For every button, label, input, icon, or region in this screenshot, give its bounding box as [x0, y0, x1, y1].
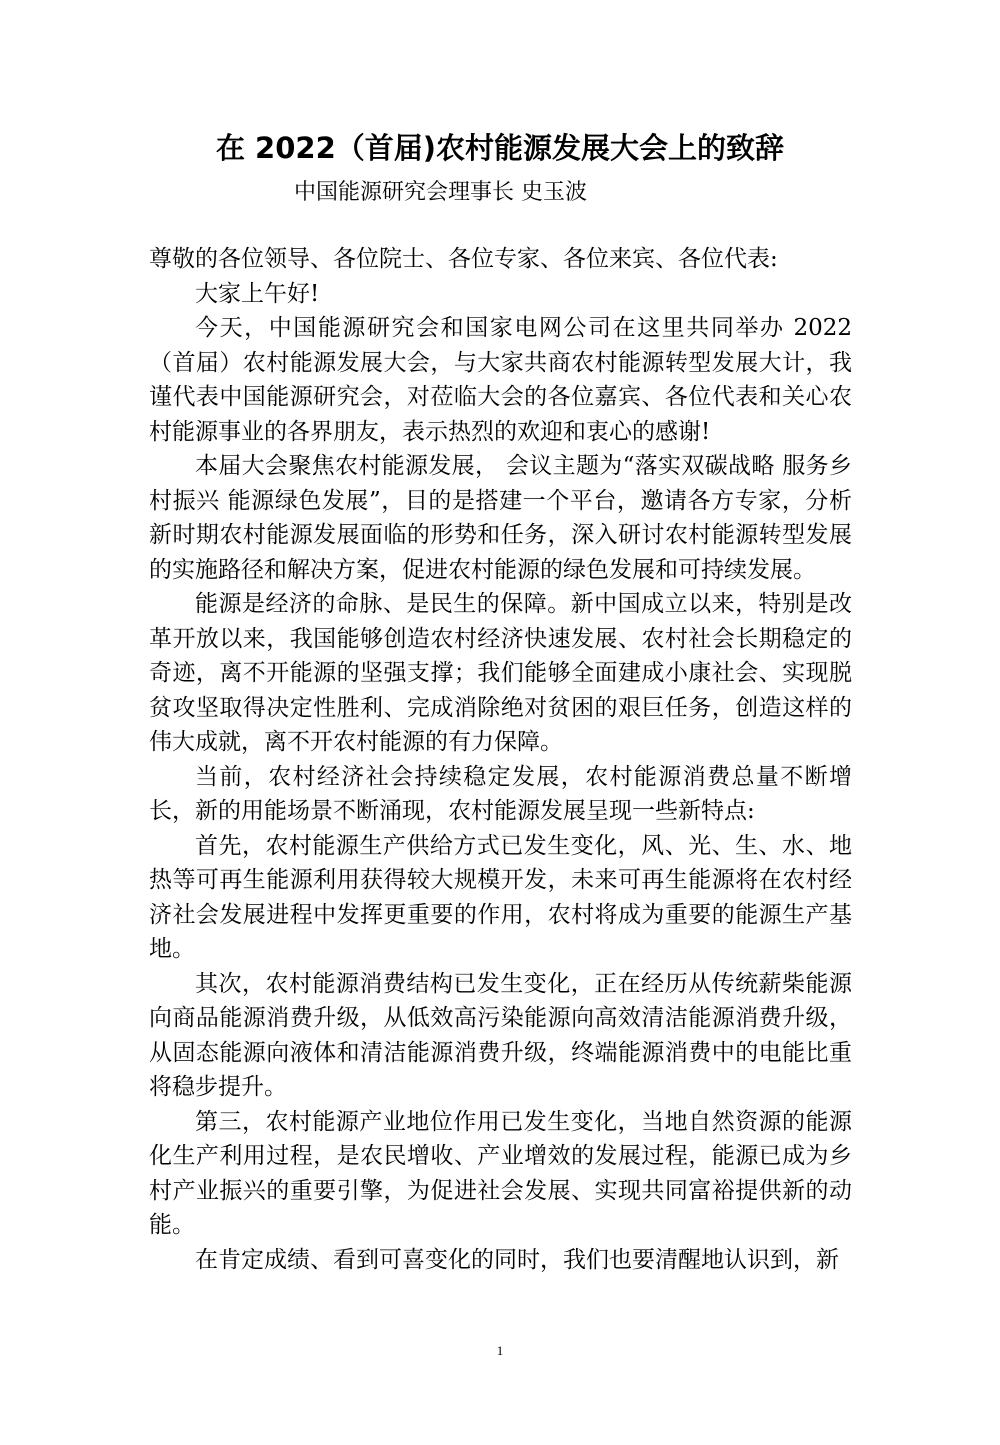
document-body [149, 242, 852, 1277]
paragraph: 当前，农村经济社会持续稳定发展，农村能源消费总量不断增长，新的用能场景不断涌现，农村能源发展呈现一些新特点: [149, 763, 852, 824]
document-author: 中国能源研究会理事长 史玉波 [294, 180, 587, 205]
paragraph: 能源是经济的命脉、是民生的保障。新中国成立以来，特别是改革开放以来，我国能够创造农村经济快速发展、农村社会长期稳定的奇迹，离不开能源的坚强支撑；我们能够全面建成小康社会、实现脱贫攻坚取得决定性胜利、完成消除绝对贫困的艰巨任务，创造这样的伟大成就，离不开农村能源的有力保障。 [149, 591, 852, 755]
paragraph: 今天，中国能源研究会和国家电网公司在这里共同举办 2022（首届）农村能源发展大会，与大家共商农村能源转型发展大计，我谨代表中国能源研究会，对莅临大会的各位嘉宾、各位代表和关心农村能源事业的各界朋友，表示热烈的欢迎和衷心的感谢! [149, 315, 852, 445]
greeting: 大家上午好! [195, 280, 320, 307]
document-title: 在 2022（首届)农村能源发展大会上的致辞 [215, 131, 785, 165]
paragraph: 在肯定成绩、看到可喜变化的同时，我们也要清醒地认识到，新 [195, 1246, 839, 1273]
paragraph: 首先，农村能源生产供给方式已发生变化，风、光、生、水、地热等可再生能源利用获得较大规模开发，未来可再生能源将在农村经济社会发展进程中发挥更重要的作用，农村将成为重要的能源生产基地。 [149, 832, 852, 962]
salutation: 尊敬的各位领导、各位院士、各位专家、各位来宾、各位代表: [149, 246, 778, 272]
paragraph: 本届大会聚焦农村能源发展， 会议主题为“落实双碳战略 服务乡村振兴 能源绿色发展”，目的是搭建一个平台，邀请各方专家，分析新时期农村能源发展面临的形势和任务，深入研讨农村能源转型发展的实施路径和解决方案，促进农村能源的绿色发展和可持续发展。 [149, 453, 852, 583]
page-number: 1 [496, 1343, 504, 1358]
paragraph: 第三，农村能源产业地位作用已发生变化，当地自然资源的能源化生产利用过程，是农民增收、产业增效的发展过程，能源已成为乡村产业振兴的重要引擎，为促进社会发展、实现共同富裕提供新的动能。 [149, 1108, 852, 1238]
paragraph: 其次，农村能源消费结构已发生变化，正在经历从传统薪柴能源向商品能源消费升级，从低效高污染能源向高效清洁能源消费升级，从固态能源向液体和清洁能源消费升级，终端能源消费中的电能比重将稳步提升。 [149, 970, 852, 1100]
